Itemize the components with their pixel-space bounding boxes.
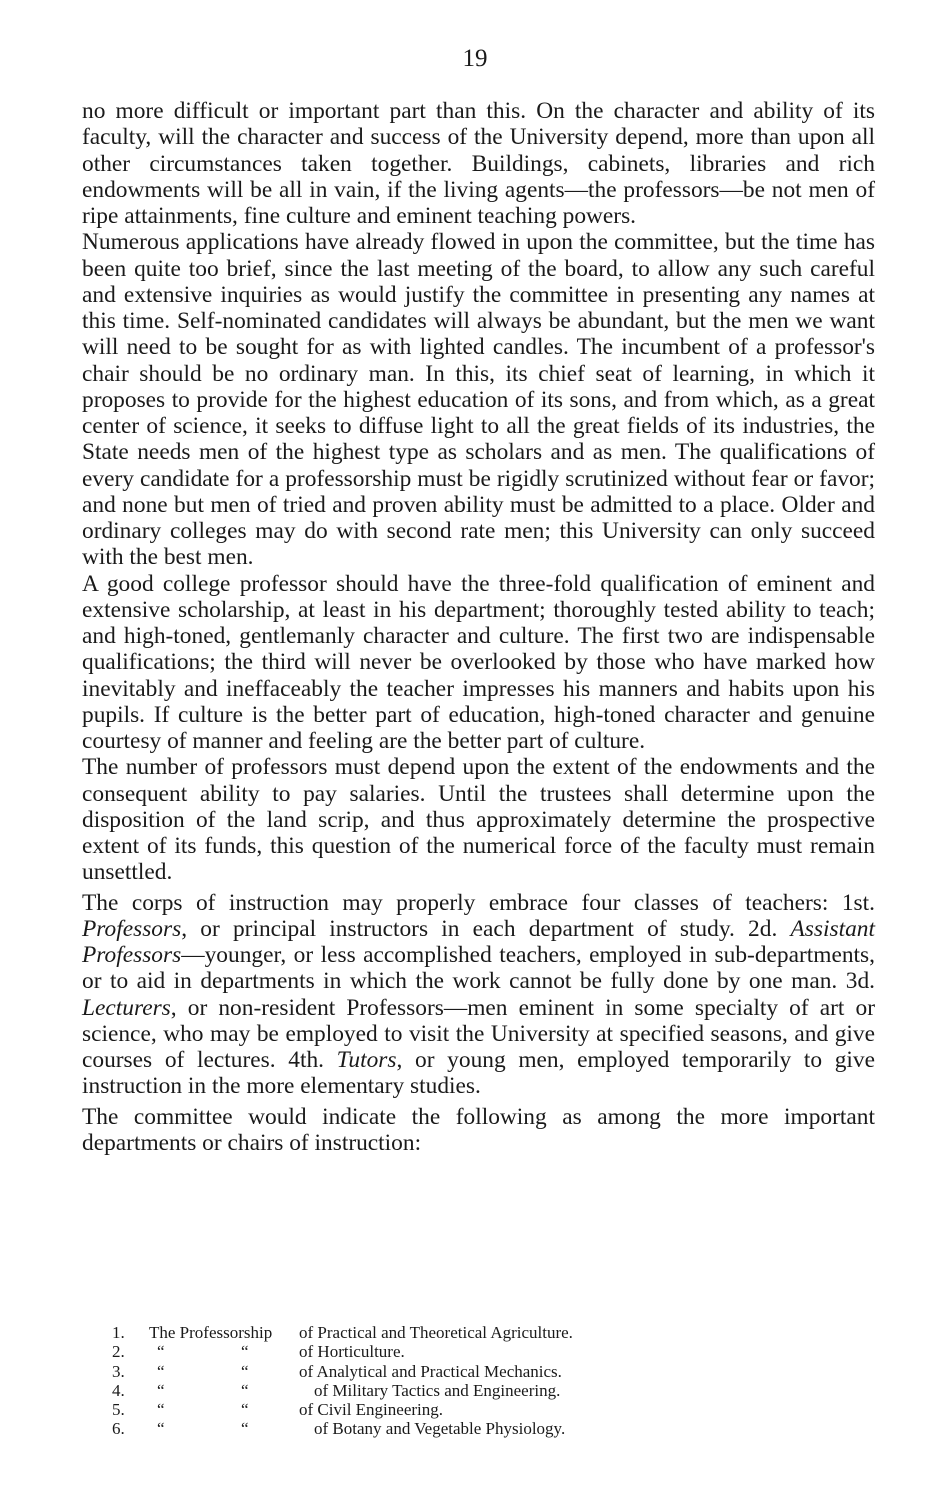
chair-number: 4.: [112, 1380, 125, 1400]
ditto-mark: “: [241, 1361, 249, 1381]
classes-intro: The corps of instruction may properly embrace four classes of teachers: 1st.: [82, 889, 875, 916]
chair-subject: of Botany and Vegetable Physiology.: [314, 1419, 566, 1439]
page-number: 19: [462, 45, 488, 72]
chair-item: [112, 1362, 692, 1381]
paragraph-applications: Numerous applications have already flowed in upon the committee, but the time has been quite too brief, since the last meeting of the board, to allow any such careful and extensive inquiries as would justify the committee in presenting any names at this time. Self-nominated candidates will always be abundant, but the men we want will need to be sought for as with lighted candles. The incumbent of a professor's chair should be no ordinary man. In this, its chief seat of learning, in which it proposes to provide for the highest education of its sons, and from which, as a great center of science, it seeks to diffuse light to all the great fields of its industries, the State needs men of the highest type as scholars and as men. The qualifications of every candidate for a professorship must be rigidly scrutinized without fear or favor; and none but men of tried and proven ability must be admitted to a place. Older and ordinary colleges may do with second rate men; this University can only succeed with the best men.: [82, 229, 875, 571]
chairs-list: [112, 1323, 692, 1439]
chair-number: 3.: [112, 1361, 125, 1381]
term-tutors: Tutors: [336, 1047, 397, 1073]
body-text: [82, 98, 875, 1156]
paragraph-number-of-professors: The number of professors must depend upon the extent of the endowments and the consequent ability to pay salaries. Until the trustees shall determine upon the disposition of the land scrip, and thus approximately determine the prospective extent of its funds, this question of the numerical force of the faculty must remain unsettled.: [82, 754, 875, 886]
classes-text-2: —younger, or less accomplished teachers, employed in sub-departments, or to aid in departments in which the work cannot be fully done by one man. 3d.: [82, 942, 875, 995]
ditto-mark: “: [241, 1380, 249, 1400]
ditto-mark: “: [241, 1342, 249, 1362]
chair-subject: of Civil Engineering.: [299, 1400, 444, 1420]
classes-text-4: , or young men, employed temporarily to give instruction in the more elementary studies.: [82, 1047, 875, 1100]
chair-number: 5.: [112, 1400, 125, 1420]
classes-text-3: , or non-resident Professors—men eminent in some specialty of art or science, who may be employed to visit the University at specified seasons, and give courses of lectures. 4th.: [82, 994, 875, 1073]
classes-text-1: , or principal instructors in each department of study. 2d.: [181, 915, 791, 942]
ditto-mark: “: [241, 1419, 249, 1439]
term-assistant-professors: Assistant Professors: [82, 915, 875, 968]
paragraph-professor-qualifications: A good college professor should have the three-fold qualification of eminent and extensive scholarship, at least in his department; thoroughly tested ability to teach; and high-toned, gentlemanly character and culture. The first two are indispensable qualifications; the third will never be overlooked by those who have marked how inevitably and ineffaceably the teacher impresses his manners and habits upon his pupils. If culture is the better part of education, high-toned character and genuine courtesy of manner and feeling are the better part of culture.: [82, 570, 875, 754]
chair-subject: of Practical and Theoretical Agriculture.: [299, 1323, 573, 1342]
term-lecturers: Lecturers: [82, 994, 171, 1021]
paragraph-faculty-importance: no more difficult or important part than this. On the character and ability of its faculty, will the character and success of the University depend, more than upon all other circumstances taken together. Buildings, cabinets, libraries and rich endowments will be all in vain, if the living agents—the professors—be not men of ripe attainments, fine culture and eminent teaching powers.: [82, 98, 875, 229]
chair-subject: of Military Tactics and Engineering.: [314, 1380, 561, 1400]
chair-item: [112, 1419, 692, 1438]
chair-number: 6.: [112, 1419, 125, 1439]
chair-number: 1.: [112, 1323, 125, 1342]
ditto-mark: “: [157, 1342, 165, 1362]
chair-subject: of Analytical and Practical Mechanics.: [299, 1361, 562, 1381]
chair-item: [112, 1323, 692, 1342]
ditto-mark: “: [157, 1361, 165, 1381]
chair-item: [112, 1342, 692, 1361]
chair-subject: of Horticulture.: [299, 1342, 405, 1362]
ditto-mark: “: [241, 1400, 249, 1420]
ditto-mark: “: [157, 1400, 165, 1420]
chair-item: [112, 1400, 692, 1419]
paragraph-classes-of-teachers: [82, 890, 875, 1100]
term-professors: Professors: [82, 915, 182, 942]
chair-item: [112, 1381, 692, 1400]
paragraph-departments-intro: The committee would indicate the following as among the more important departments or chairs of instruction:: [82, 1103, 875, 1156]
ditto-mark: “: [157, 1419, 165, 1439]
chair-lead: The Professorship: [149, 1323, 273, 1342]
chair-number: 2.: [112, 1342, 125, 1362]
ditto-mark: “: [157, 1380, 165, 1400]
